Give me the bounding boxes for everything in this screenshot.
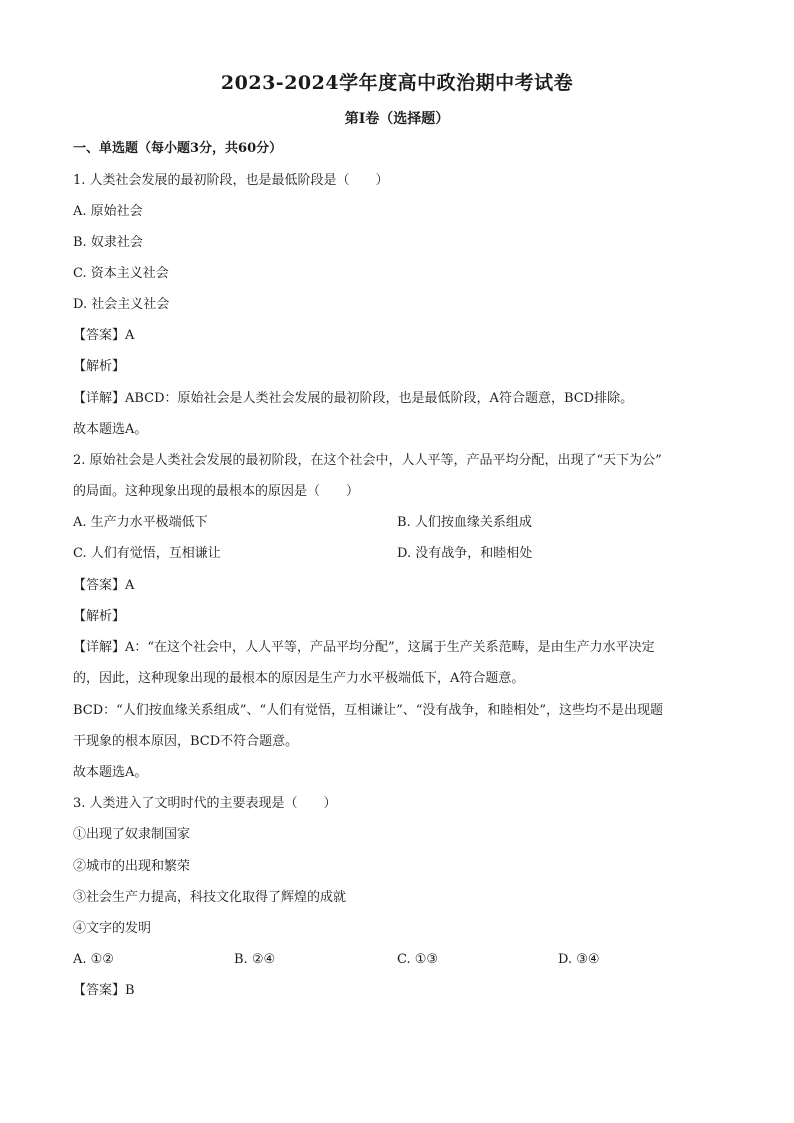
question-3-option-b: B. ②④ bbox=[234, 952, 276, 967]
question-1-stem: 1. 人类社会发展的最初阶段，也是最低阶段是（ ） bbox=[73, 173, 389, 188]
question-1-answer: 【答案】A bbox=[73, 328, 135, 343]
question-3-item-2: ②城市的出现和繁荣 bbox=[73, 859, 191, 874]
question-1-conclusion: 故本题选A。 bbox=[73, 422, 148, 437]
question-2-option-c: C. 人们有觉悟，互相谦让 bbox=[73, 546, 221, 561]
question-2-answer: 【答案】A bbox=[73, 578, 135, 593]
question-2-detail-line-1: 【详解】A：“在这个社会中，人人平等，产品平均分配”，这属于生产关系范畴，是由生产力水平决定 bbox=[73, 640, 655, 655]
question-1-analysis-label: 【解析】 bbox=[73, 359, 126, 374]
question-2-detail-line-4: 干现象的根本原因，BCD不符合题意。 bbox=[73, 734, 299, 749]
question-2-detail-line-2: 的，因此，这种现象出现的最根本的原因是生产力水平极端低下，A符合题意。 bbox=[73, 671, 525, 686]
question-2-option-a: A. 生产力水平极端低下 bbox=[73, 515, 208, 530]
question-3-stem: 3. 人类进入了文明时代的主要表现是（ ） bbox=[73, 796, 337, 811]
question-2-option-b: B. 人们按血缘关系组成 bbox=[397, 515, 532, 530]
question-1-detail: 【详解】ABCD：原始社会是人类社会发展的最初阶段，也是最低阶段，A符合题意，BCD排除。 bbox=[73, 391, 634, 406]
question-3-answer: 【答案】B bbox=[73, 983, 135, 998]
question-2-stem-line-1: 2. 原始社会是人类社会发展的最初阶段，在这个社会中，人人平等，产品平均分配，出现了“天下为公” bbox=[73, 453, 662, 468]
question-2-option-d: D. 没有战争，和睦相处 bbox=[397, 546, 533, 561]
question-2-stem-line-2: 的局面。这种现象出现的最根本的原因是（ ） bbox=[73, 484, 360, 499]
question-3-item-1: ①出现了奴隶制国家 bbox=[73, 827, 191, 842]
question-1-option-a: A. 原始社会 bbox=[73, 204, 143, 219]
question-1-option-b: B. 奴隶社会 bbox=[73, 235, 143, 250]
question-2-detail-line-3: BCD：“人们按血缘关系组成”、“人们有觉悟，互相谦让”、“没有战争，和睦相处”，这些均不是出现题 bbox=[73, 703, 664, 718]
question-2-conclusion: 故本题选A。 bbox=[73, 765, 148, 780]
question-3-option-a: A. ①② bbox=[73, 952, 114, 967]
question-1-option-c: C. 资本主义社会 bbox=[73, 266, 169, 281]
section-heading: 一、单选题（每小题3分，共60分） bbox=[73, 141, 283, 156]
part-subtitle: 第I卷（选择题） bbox=[344, 111, 450, 127]
question-3-option-d: D. ③④ bbox=[558, 952, 600, 967]
question-2-analysis-label: 【解析】 bbox=[73, 609, 126, 624]
question-3-option-c: C. ①③ bbox=[397, 952, 439, 967]
page-title: 2023-2024学年度高中政治期中考试卷 bbox=[220, 72, 574, 94]
question-1-option-d: D. 社会主义社会 bbox=[73, 297, 170, 312]
question-3-item-3: ③社会生产力提高，科技文化取得了辉煌的成就 bbox=[73, 890, 347, 905]
question-3-item-4: ④文字的发明 bbox=[73, 921, 152, 936]
